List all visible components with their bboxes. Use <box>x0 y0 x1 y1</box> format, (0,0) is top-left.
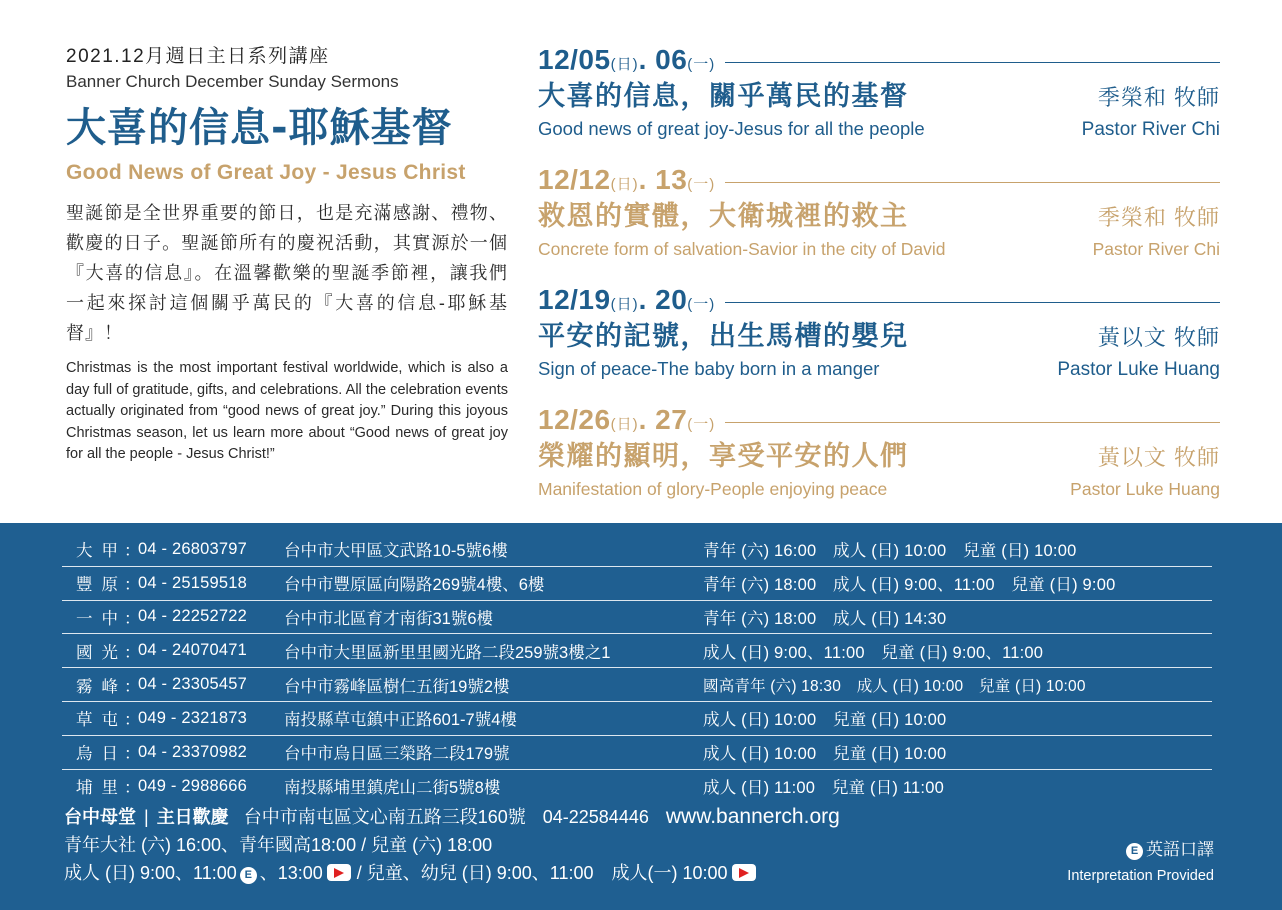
sermon-pastor-zh: 黃以文 牧師 <box>1097 445 1220 470</box>
divider <box>725 422 1220 423</box>
branch-name: 埔里 <box>76 779 127 798</box>
branch-address: 南投縣埔里鎮虎山二街5號8樓 <box>284 779 501 798</box>
branch-times: 成人 (日) 10:00 兒童 (日) 10:00 <box>703 745 947 764</box>
hq-line-1: 台中母堂 | 主日歡慶 台中市南屯區文心南五路三段160號 04-22584446 www.bannerch.org <box>64 805 840 828</box>
branch-times: 成人 (日) 10:00 兒童 (日) 10:00 <box>703 711 947 730</box>
sermon-pastor-en: Pastor River Chi <box>1092 239 1220 259</box>
divider <box>725 182 1220 183</box>
branch-name: 國光 <box>76 643 127 662</box>
sermon-pastor-en: Pastor Luke Huang <box>1057 359 1220 380</box>
branch-times: 國高青年 (六) 18:30 成人 (日) 10:00 兒童 (日) 10:00 <box>703 677 1086 695</box>
sermon-title-en: Good news of great joy-Jesus for all the people <box>538 118 925 139</box>
series-title-zh: 2021.12月週日主日系列講座 <box>66 46 330 67</box>
intro-body-zh: 聖誕節是全世界重要的節日，也是充滿感謝、禮物、歡慶的日子。聖誕節所有的慶祝活動，其實源於一個『大喜的信息』。在溫馨歡樂的聖誕季節裡，讓我們一起來探討這個關乎萬民的『大喜的信息-耶穌基督』！ <box>66 203 508 343</box>
branch-row: 大甲 ： 04 - 26803797 台中市大甲區文武路10-5號6樓 青年 (六) 16:00 成人 (日) 10:00 兒童 (日) 10:00 <box>62 533 1212 567</box>
branch-row: 草屯 ： 049 - 2321873 南投縣草屯鎮中正路601-7號4樓 成人 (日) 10:00 兒童 (日) 10:00 <box>62 702 1212 736</box>
sermon-item <box>538 160 1220 280</box>
branch-address: 台中市大甲區文武路10-5號6樓 <box>284 542 508 561</box>
sermon-title-zh: 大喜的信息，關乎萬民的基督 <box>538 81 909 112</box>
divider <box>725 62 1220 63</box>
branch-name: 草屯 <box>76 711 127 730</box>
branch-row: 霧峰 ： 04 - 23305457 台中市霧峰區樹仁五街19號2樓 國高青年 (六) 18:30 成人 (日) 10:00 兒童 (日) 10:00 <box>62 668 1212 702</box>
branch-row: 烏日 ： 04 - 23370982 台中市烏日區三榮路二段179號 成人 (日) 10:00 兒童 (日) 10:00 <box>62 736 1212 770</box>
branch-name: 一中 <box>76 609 127 628</box>
sermon-title-en: Sign of peace-The baby born in a manger <box>538 358 880 379</box>
branch-phone: 04 - 26803797 <box>138 539 248 558</box>
branch-info-panel <box>0 523 1282 910</box>
youtube-icon[interactable] <box>327 864 351 881</box>
hq-adult-times: 成人 (日) 9:00、11:00 E 、13:00 / 兒童、幼兒 (日) 9:00、11:00 成人(一) 10:00 <box>64 859 1064 887</box>
divider <box>725 302 1220 303</box>
series-title-en: Banner Church December Sunday Sermons <box>66 72 399 91</box>
branch-address: 台中市北區育才南街31號6樓 <box>284 609 494 628</box>
sermon-title-zh: 救恩的實體，大衛城裡的救主 <box>538 201 909 232</box>
branch-phone: 049 - 2988666 <box>138 776 248 795</box>
hq-address: 台中市南屯區文心南五路三段160號 <box>243 807 526 827</box>
interpretation-legend <box>1067 839 1214 887</box>
english-interpretation-icon: E <box>240 867 257 884</box>
branch-phone: 049 - 2321873 <box>138 708 248 727</box>
sermon-title-zh: 榮耀的顯明，享受平安的人們 <box>538 441 909 472</box>
intro-section <box>66 44 508 466</box>
sermon-title-zh: 平安的記號，出生馬槽的嬰兒 <box>538 321 909 352</box>
sermon-pastor-en: Pastor Luke Huang <box>1070 479 1220 499</box>
branch-address: 台中市大里區新里里國光路二段259號3樓之1 <box>284 643 611 662</box>
sermon-schedule <box>538 40 1220 520</box>
sermon-date: 12/05(日). 06(一) <box>538 44 716 75</box>
branch-times: 成人 (日) 11:00 兒童 (日) 11:00 <box>703 779 944 798</box>
sermon-pastor-en: Pastor River Chi <box>1081 119 1220 140</box>
interpretation-label-zh: 英語口譯 <box>1146 840 1214 859</box>
sermon-title-en: Concrete form of salvation-Savior in the city of David <box>538 239 946 259</box>
branch-row: 豐原 ： 04 - 25159518 台中市豐原區向陽路269號4樓、6樓 青年 (六) 18:00 成人 (日) 9:00、11:00 兒童 (日) 9:00 <box>62 567 1212 601</box>
intro-body-en: Christmas is the most important festival worldwide, which is also a day full of gratitude, gifts, and celebrations. All the celebration events actually originated from “good news of great joy.” During this joyous Christmas season, let us learn more about “Good news of great joy for all the people - Jesus Christ!” <box>66 360 508 462</box>
branch-phone: 04 - 22252722 <box>138 607 248 626</box>
branch-phone: 04 - 25159518 <box>138 573 248 592</box>
branch-address: 台中市霧峰區樹仁五街19號2樓 <box>284 677 510 696</box>
branch-address: 台中市烏日區三榮路二段179號 <box>284 745 510 764</box>
sermon-pastor-zh: 季榮和 牧師 <box>1097 85 1220 110</box>
hq-youth-times: 青年大社 (六) 16:00、青年國高18:00 / 兒童 (六) 18:00 <box>64 835 493 855</box>
main-title: 大喜的信息-耶穌基督 <box>66 105 453 151</box>
sermon-item <box>538 280 1220 400</box>
youtube-icon[interactable] <box>732 864 756 881</box>
branch-times: 青年 (六) 16:00 成人 (日) 10:00 兒童 (日) 10:00 <box>703 542 1077 561</box>
branch-address: 南投縣草屯鎮中正路601-7號4樓 <box>284 711 517 730</box>
branch-row: 國光 ： 04 - 24070471 台中市大里區新里里國光路二段259號3樓之1 成人 (日) 9:00、11:00 兒童 (日) 9:00、11:00 <box>62 634 1212 668</box>
branch-name: 大甲 <box>76 542 127 561</box>
branch-phone: 04 - 23305457 <box>138 675 248 694</box>
hq-name: 台中母堂 <box>64 807 136 827</box>
branch-times: 成人 (日) 9:00、11:00 兒童 (日) 9:00、11:00 <box>703 643 1044 662</box>
sermon-date: 12/19(日). 20(一) <box>538 284 716 315</box>
sermon-date: 12/12(日). 13(一) <box>538 164 716 195</box>
sermon-pastor-zh: 黃以文 牧師 <box>1097 325 1220 350</box>
branch-row: 埔里 ： 049 - 2988666 南投縣埔里鎮虎山二街5號8樓 成人 (日) 11:00 兒童 (日) 11:00 <box>62 770 1212 804</box>
hq-phone: 04-22584446 <box>542 807 649 827</box>
sermon-title-en: Manifestation of glory-People enjoying peace <box>538 479 888 499</box>
main-subtitle: Good News of Great Joy - Jesus Christ <box>66 161 466 184</box>
sermon-item <box>538 40 1220 160</box>
branch-address: 台中市豐原區向陽路269號4樓、6樓 <box>284 576 545 595</box>
hq-service: 主日歡慶 <box>156 807 229 827</box>
branch-name: 烏日 <box>76 745 127 764</box>
interpretation-label-en: Interpretation Provided <box>1067 868 1214 884</box>
branch-phone: 04 - 23370982 <box>138 742 248 761</box>
english-interpretation-icon: E <box>1126 843 1143 860</box>
branch-times: 青年 (六) 18:00 成人 (日) 14:30 <box>703 609 947 628</box>
sermon-date: 12/26(日). 27(一) <box>538 404 716 435</box>
sermon-pastor-zh: 季榮和 牧師 <box>1097 205 1220 230</box>
sermon-item <box>538 400 1220 520</box>
branch-name: 豐原 <box>76 576 127 595</box>
branch-row: 一中 ： 04 - 22252722 台中市北區育才南街31號6樓 青年 (六) 18:00 成人 (日) 14:30 <box>62 601 1212 635</box>
hq-info <box>64 803 1064 887</box>
branch-phone: 04 - 24070471 <box>138 641 248 660</box>
branch-name: 霧峰 <box>76 677 127 696</box>
branch-list <box>62 533 1212 803</box>
branch-times: 青年 (六) 18:00 成人 (日) 9:00、11:00 兒童 (日) 9:00 <box>703 576 1116 595</box>
website-link[interactable]: www.bannerch.org <box>665 805 840 828</box>
